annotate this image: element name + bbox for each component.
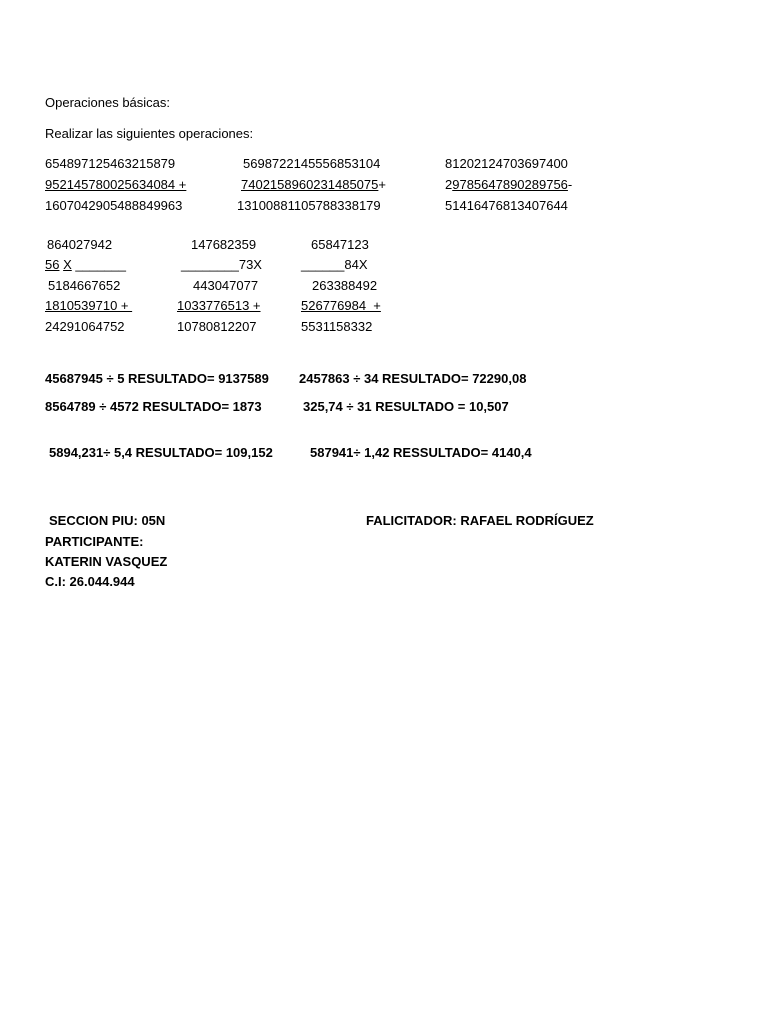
facilitator-label: FALICITADOR: RAFAEL RODRÍGUEZ	[366, 513, 594, 528]
multiplication-1-partial-1: 5184667652	[48, 278, 121, 293]
participant-label: PARTICIPANTE:	[45, 534, 144, 549]
division-5: 5894,231÷ 5,4 RESULTADO= 109,152	[49, 445, 273, 460]
multiplication-3-partial-1: 263388492	[312, 278, 378, 293]
subtraction-3-result: 51416476813407644	[445, 198, 568, 213]
division-3: 8564789 ÷ 4572 RESULTADO= 1873	[45, 399, 262, 414]
multiplication-1-partial-2: 1810539710 +	[45, 298, 133, 313]
subtraction-3-operator: -	[567, 177, 573, 192]
multiplication-2-multiplicand: 147682359	[191, 237, 257, 252]
division-4: 325,74 ÷ 31 RESULTADO = 10,507	[303, 399, 509, 414]
multiplication-2-multiplier: ________73X	[181, 257, 262, 272]
addition-1-result: 1607042905488849963	[45, 198, 183, 213]
addition-1-operand-2: 952145780025634084 +	[45, 177, 187, 192]
multiplication-3-result: 5531158332	[301, 319, 373, 334]
participant-name: KATERIN VASQUEZ	[45, 554, 168, 569]
addition-2-operand-2-number: 7402158960231485075	[241, 177, 379, 192]
addition-2-result: 13100881105788338179	[237, 198, 381, 213]
division-2: 2457863 ÷ 34 RESULTADO= 72290,08	[299, 371, 527, 386]
subtraction-3-operand-2-prefix: 2	[445, 177, 453, 192]
multiplication-2-result: 10780812207	[177, 319, 257, 334]
addition-1-operand-1: 654897125463215879	[45, 156, 176, 171]
section-label: SECCION PIU: 05N	[49, 513, 166, 528]
multiplication-2-partial-2: 1033776513 +	[177, 298, 261, 313]
subtraction-3-operand-2	[445, 177, 572, 193]
multiplication-1-result: 24291064752	[45, 319, 125, 334]
multiplication-3-multiplier: ______84X	[301, 257, 368, 272]
participant-id: C.I: 26.044.944	[45, 574, 135, 589]
division-6: 587941÷ 1,42 RESSULTADO= 4140,4	[310, 445, 532, 460]
multiplication-1-operator: X	[63, 257, 72, 272]
addition-2-operator: +	[378, 177, 386, 192]
division-1: 45687945 ÷ 5 RESULTADO= 9137589	[45, 371, 269, 386]
multiplication-3-multiplicand: 65847123	[311, 237, 369, 252]
multiplication-1-multiplier	[45, 257, 126, 273]
multiplication-2-partial-1: 443047077	[193, 278, 259, 293]
multiplication-3-partial-2: 526776984 +	[301, 298, 381, 313]
document-title: Operaciones básicas:	[45, 95, 171, 110]
multiplication-1-multiplier-number: 56	[45, 257, 60, 272]
multiplication-1-blank: _______	[71, 257, 126, 272]
subtraction-3-operand-1: 81202124703697400	[445, 156, 568, 171]
addition-2-operand-1: 569872214555685310​4	[243, 156, 381, 171]
instruction-text: Realizar las siguientes operaciones:	[45, 126, 254, 141]
subtraction-3-operand-2-number: 9785647890289756	[452, 177, 568, 192]
addition-2-operand-2	[241, 177, 386, 193]
multiplication-1-multiplicand: 864027942	[47, 237, 113, 252]
